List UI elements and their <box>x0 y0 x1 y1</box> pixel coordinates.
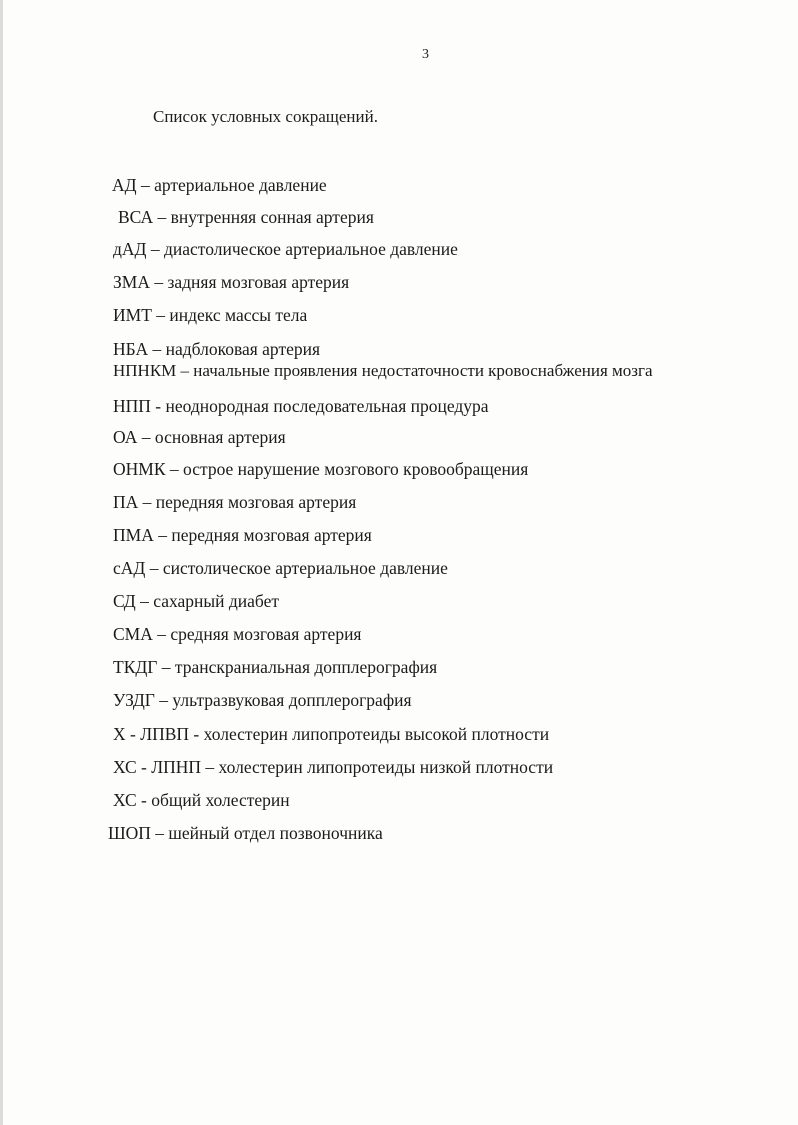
abbreviation-item: СМА – средняя мозговая артерия <box>113 624 362 644</box>
abbreviation-item: УЗДГ – ультразвуковая допплерография <box>113 690 412 710</box>
abbreviation-item: ОА – основная артерия <box>113 427 286 447</box>
abbreviation-item: ХС - ЛПНП – холестерин липопротеиды низкой плотности <box>113 757 554 777</box>
abbreviation-item: ИМТ – индекс массы тела <box>113 305 308 325</box>
abbreviation-item: НБА – надблоковая артерия <box>113 339 321 359</box>
abbreviation-item: сАД – систолическое артериальное давление <box>113 558 448 578</box>
abbreviation-item: ОНМК – острое нарушение мозгового кровообращения <box>113 459 529 479</box>
page-number: 3 <box>422 47 429 62</box>
abbreviation-item: ШОП – шейный отдел позвоночника <box>108 823 383 843</box>
abbreviation-item: ЗМА – задняя мозговая артерия <box>113 272 350 292</box>
abbreviation-item: дАД – диастолическое артериальное давление <box>113 239 458 259</box>
abbreviation-item: АД – артериальное давление <box>112 175 327 195</box>
abbreviation-item: ВСА – внутренняя сонная артерия <box>118 207 374 227</box>
abbreviation-item: СД – сахарный диабет <box>113 591 280 611</box>
abbreviation-item: ХС - общий холестерин <box>113 790 290 810</box>
abbreviation-item: ПА – передняя мозговая артерия <box>113 492 357 512</box>
abbreviation-item: Х - ЛПВП - холестерин липопротеиды высокой плотности <box>113 724 550 744</box>
abbreviation-item: НПНКМ – начальные проявления недостаточности кровоснабжения мозга <box>113 361 653 380</box>
abbreviation-item: НПП - неоднородная последовательная процедура <box>113 396 489 416</box>
list-title: Список условных сокращений. <box>153 107 378 126</box>
abbreviation-item: ПМА – передняя мозговая артерия <box>113 525 372 545</box>
scan-edge <box>0 0 3 1125</box>
abbreviation-item: ТКДГ – транскраниальная допплерография <box>113 657 438 677</box>
